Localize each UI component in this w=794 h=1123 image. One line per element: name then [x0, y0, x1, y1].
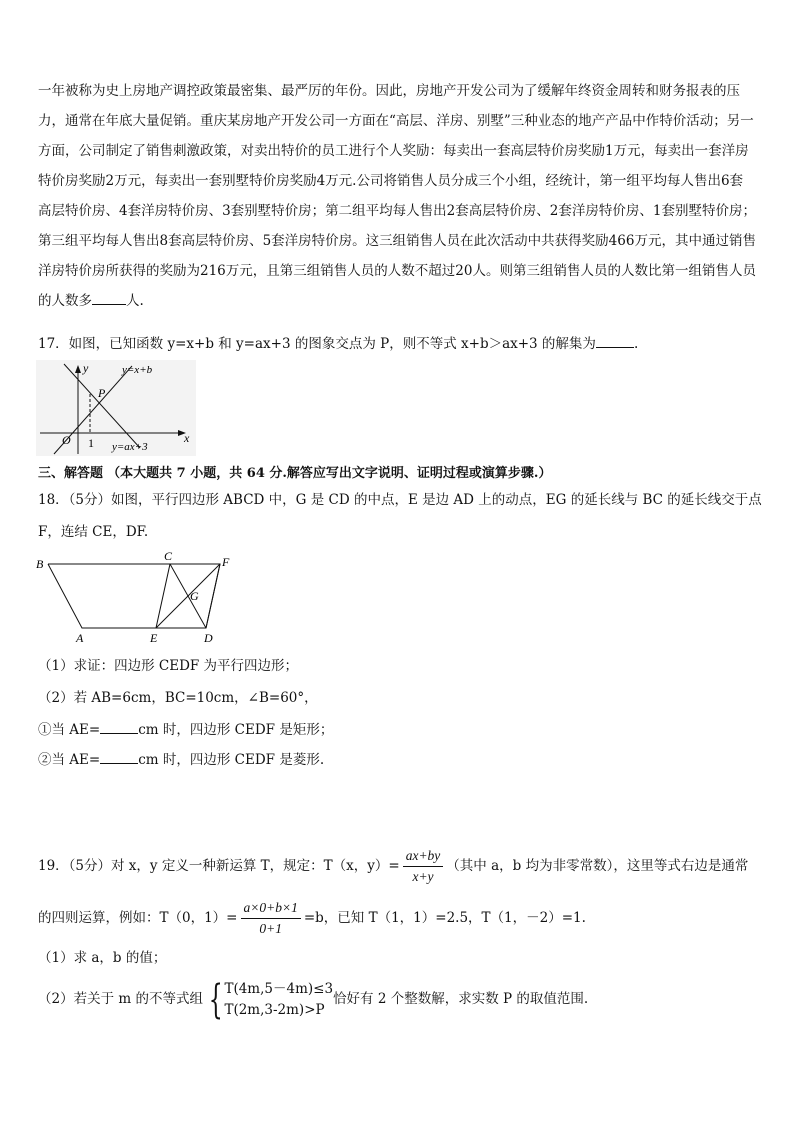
system-line-1: T(4m,5－4m)≤3 — [224, 980, 334, 997]
brace-icon: { — [208, 976, 223, 1023]
q17-graph — [36, 360, 196, 456]
q19-frac-den: x+y — [412, 869, 434, 884]
q19-ex-num: a×0+b×1 — [241, 898, 301, 919]
q18-sub2-blank[interactable] — [100, 749, 138, 764]
q17-tail: . — [633, 336, 639, 352]
q17-answer-blank[interactable] — [596, 333, 634, 348]
q19-example-prefix: 的四则运算，例如：T（0，1）= — [38, 910, 238, 926]
q19-part2 — [38, 978, 588, 1021]
q19-example-fraction — [241, 898, 301, 939]
q18-sub1 — [38, 718, 333, 738]
q17-stem — [38, 332, 638, 352]
label-line2: y=ax+3 — [112, 441, 148, 453]
label-x: x — [184, 431, 190, 445]
q18-sub1-blank[interactable] — [100, 719, 138, 734]
q18-sub1-prefix: ①当 AE= — [38, 722, 101, 738]
label-p: P — [98, 386, 106, 400]
system-lines — [224, 979, 333, 1021]
q17-text: 17．如图，已知函数 y=x+b 和 y=ax+3 的图象交点为 P，则不等式 x+b＞ax+3 的解集为 — [38, 336, 596, 352]
label-e: E — [150, 631, 158, 644]
label-b: B — [36, 557, 44, 571]
q19-intro — [38, 846, 748, 887]
q16-answer-blank[interactable] — [92, 290, 126, 305]
label-origin: O — [62, 433, 71, 447]
q18-figure — [34, 550, 234, 644]
q19-part2-prefix: （2）若关于 m 的不等式组 — [38, 991, 203, 1007]
q19-example — [38, 898, 586, 939]
section3-title: 三、解答题 — [38, 466, 104, 481]
segment-ef — [156, 564, 220, 628]
label-g: G — [190, 589, 199, 603]
label-line1: y=x+b — [122, 364, 153, 376]
q19-intro-tail: （其中 a，b 均为非零常数），这里等式右边是通常 — [446, 858, 749, 874]
label-d: D — [204, 631, 213, 644]
q19-ex-den: 0+1 — [259, 921, 282, 936]
q18-sub2-suffix: cm 时，四边形 CEDF 是菱形. — [138, 752, 325, 768]
section3-note: （本大题共 7 小题，共 64 分.解答应写出文字说明、证明过程或演算步骤.） — [107, 466, 552, 481]
section3-heading — [38, 462, 551, 481]
q18-line1: 18．（5分）如图，平行四边形 ABCD 中，G 是 CD 的中点，E 是边 AD 上的动点，EG 的延长线与 BC 的延长线交于点 — [38, 492, 762, 508]
q19-frac-num: ax+by — [403, 846, 444, 867]
label-c: C — [164, 550, 173, 563]
q16-text: 一年被称为史上房地产调控政策最密集、最严厉的年份。因此，房地产开发公司为了缓解年终资金周转和财务报表的压力，通常在年底大量促销。重庆某房地产开发公司一方面在“高层、洋房、别墅”三种业态的地产产品中作特价活动；另一方面，公司制定了销售刺激政策，对卖出特价的员工进行个人奖励：每卖出一套高层特价房奖励1万元，每卖出一套洋房特价房奖励2万元，每卖出一套别墅特价房奖励4万元.公司将销售人员分成三个小组，经统计，第一组平均每人售出6套高层特价房、4套洋房特价房、3套别墅特价房；第二组平均每人售出2套高层特价房、2套洋房特价房、1套别墅特价房；第三组平均每人售出8套高层特价房、5套洋房特价房。这三组销售人员在此次活动中共获得奖励466万元，其中通过销售洋房特价房所获得的奖励为216万元，且第三组销售人员的人数不超过20人。则第三组销售人员的人数比第一组销售人员的人数多 — [38, 83, 756, 309]
q18-sub2-prefix: ②当 AE= — [38, 752, 101, 768]
q19-example-tail: =b，已知 T（1，1）=2.5，T（1，－2）=1. — [303, 910, 586, 926]
q18-sub2 — [38, 748, 324, 768]
q16-paragraph — [38, 76, 756, 316]
q18-part1: （1）求证：四边形 CEDF 为平行四边形； — [38, 658, 299, 674]
system-line-2: T(2m,3-2m)>P — [224, 1001, 325, 1018]
label-one: 1 — [88, 436, 94, 450]
q19-part1: （1）求 a，b 的值； — [38, 950, 167, 966]
q16-tail: 人. — [126, 293, 144, 309]
q19-part2-tail: 恰好有 2 个整数解，求实数 P 的取值范围. — [333, 991, 589, 1007]
inequality-system — [203, 976, 334, 1023]
label-a: A — [76, 631, 84, 644]
q18-sub1-suffix: cm 时，四边形 CEDF 是矩形； — [138, 722, 334, 738]
segment-ce — [156, 564, 170, 628]
q18-part2: （2）若 AB=6cm，BC=10cm，∠B=60°， — [38, 690, 318, 706]
q18-line2: F，连结 CE，DF. — [38, 524, 149, 540]
label-f: F — [222, 555, 230, 569]
q19-intro-text: 19．（5分）对 x，y 定义一种新运算 T，规定：T（x，y）= — [38, 858, 400, 874]
q19-definition-fraction — [403, 846, 444, 887]
label-y: y — [83, 361, 89, 375]
segment-df — [206, 564, 220, 628]
